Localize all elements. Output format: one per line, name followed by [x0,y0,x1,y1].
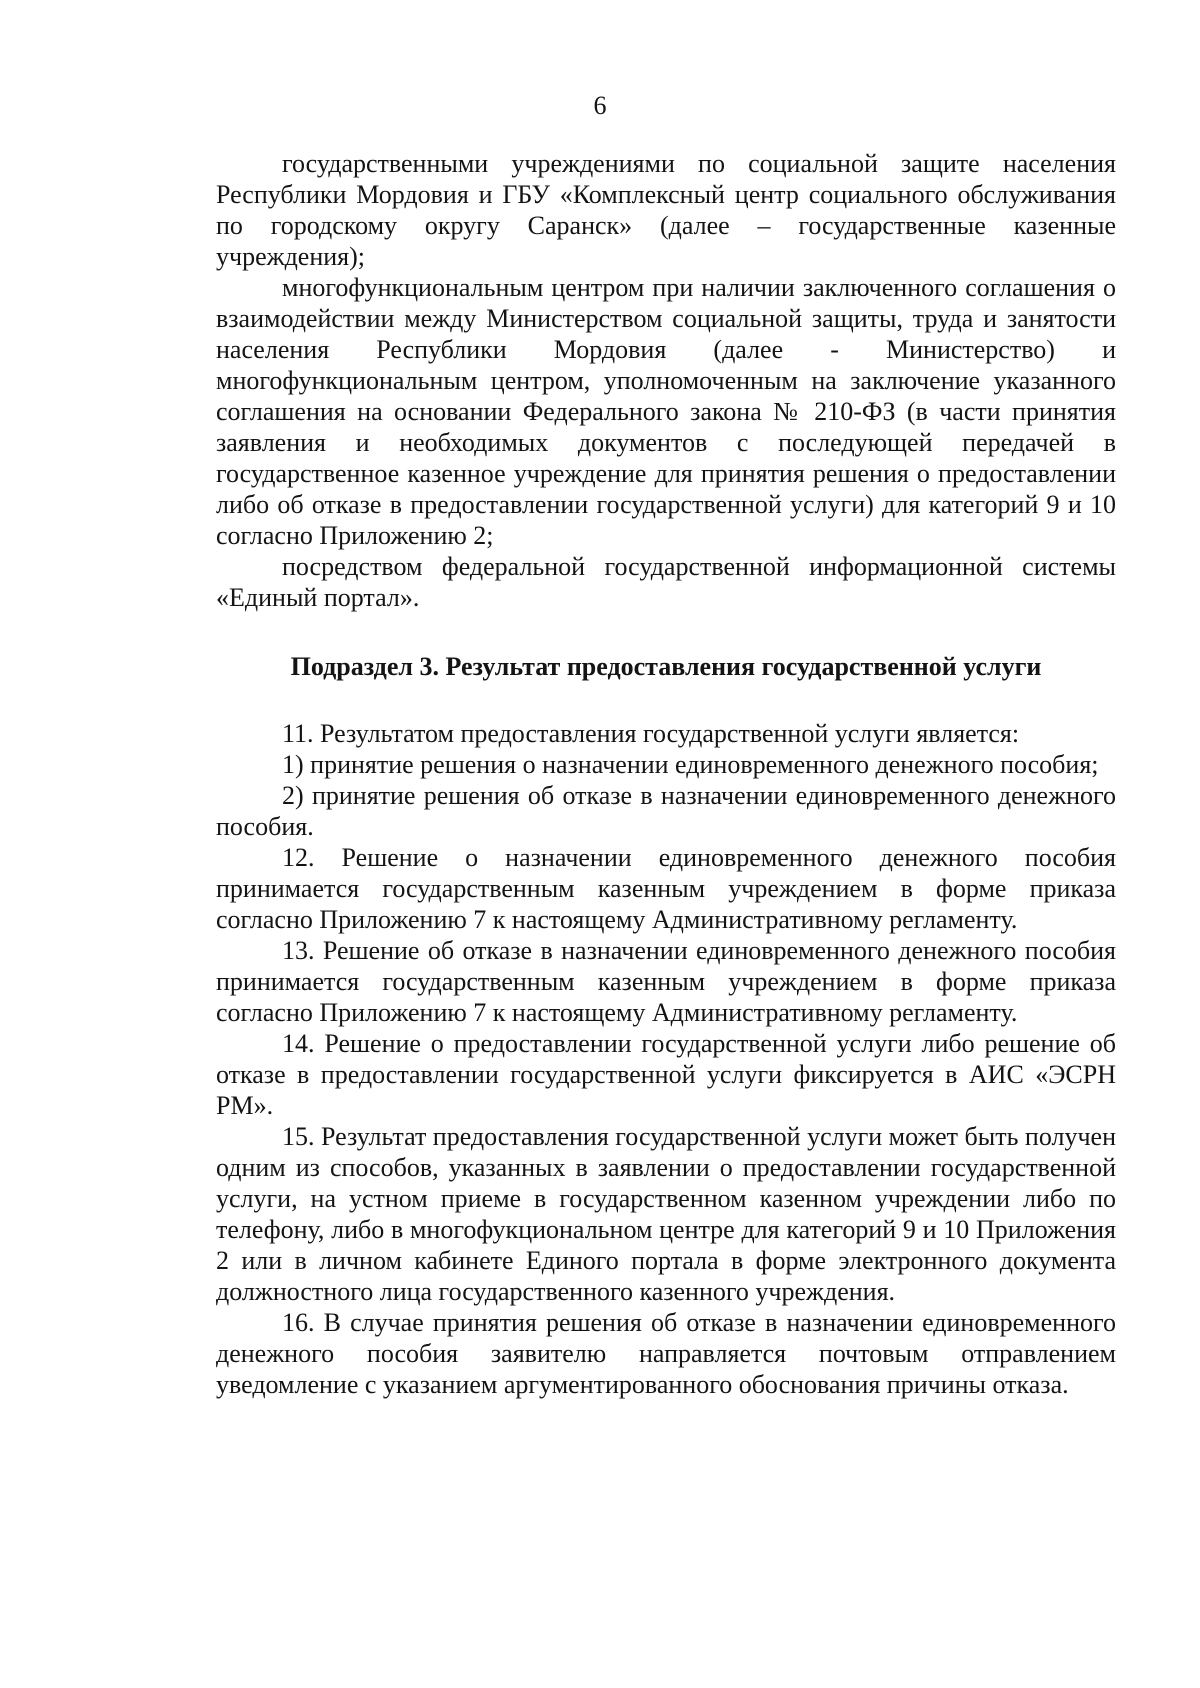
paragraph: 12. Решение о назначении единовременного денежного пособия принимается государственным казенным учреждением в форме приказа согласно Приложению 7 к настоящему Административному регламенту. [216,843,1116,934]
paragraph: государственными учреждениями по социальной защите населения Республики Мордовия и ГБУ «Комплексный центр социального обслуживания по городскому округу Саранск» (далее – государственные казенные учреждения); [216,149,1116,271]
section-heading: Подраздел 3. Результат предоставления государственной услуги [290,652,1042,681]
paragraph: 16. В случае принятия решения об отказе в назначении единовременного денежного пособия заявителю направляется почтовым отправлением уведомление с указанием аргументированного обоснования причины отказа. [216,1308,1116,1399]
document-body [216,148,1116,1400]
paragraph: 15. Результат предоставления государственной услуги может быть получен одним из способов, указанных в заявлении о предоставлении государственной услуги, на устном приеме в государственном казенном учреждении либо по телефону, либо в многофукциональном центре для категорий 9 и 10 Приложения 2 или в личном кабинете Единого портала в форме электронного документа должностного лица государственного казенного учреждения. [216,1122,1117,1306]
paragraph: многофункциональным центром при наличии заключенного соглашения о взаимодействии между Министерством социальной защиты, труда и занятости населения Республики Мордовия (далее - Министерство) и многофункциональным центром, уполномоченным на заключение указанного соглашения на основании Федерального закона № 210-ФЗ (в части принятия заявления и необходимых документов с последующей передачей в государственное казенное учреждение для принятия решения о предоставлении либо об отказе в предоставлении государственной услуги) для категорий 9 и 10 согласно Приложению 2; [216,273,1116,550]
page-number: 6 [593,91,607,120]
paragraph: 14. Решение о предоставлении государственной услуги либо решение об отказе в предоставлении государственной услуги фиксируется в АИС «ЭСРН РМ». [216,1029,1116,1120]
paragraph: 1) принятие решения о назначении единовременного денежного пособия; [282,750,1099,779]
paragraph: 13. Решение об отказе в назначении единовременного денежного пособия принимается государственным казенным учреждением в форме приказа согласно Приложению 7 к настоящему Административному регламенту. [216,936,1116,1027]
paragraph: 2) принятие решения об отказе в назначении единовременного денежного пособия. [216,781,1116,841]
paragraph: 11. Результатом предоставления государственной услуги является: [282,719,1020,748]
paragraph: посредством федеральной государственной информационной системы «Единый портал». [216,552,1116,612]
